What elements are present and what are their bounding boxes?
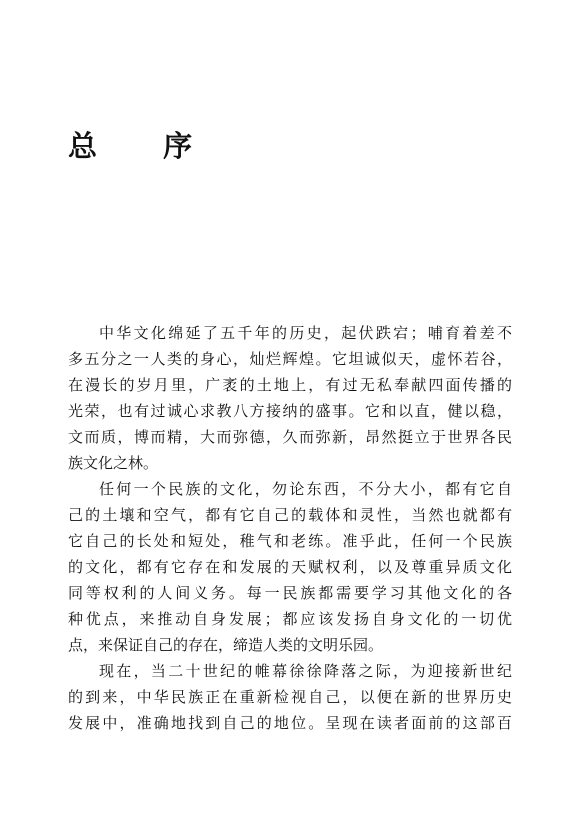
preface-body bbox=[68, 320, 512, 736]
text-line: 同等权利的人间义务。每一民族都需要学习其他文化的各 bbox=[68, 584, 512, 602]
paragraph bbox=[68, 320, 512, 476]
text-line: 族文化之林。 bbox=[68, 454, 159, 472]
text-line: 己的土壤和空气，都有它自己的载体和灵性，当然也就都有 bbox=[68, 506, 512, 524]
text-line: 发展中，准确地找到自己的地位。呈现在读者面前的这部百 bbox=[68, 714, 512, 732]
text-line: 任何一个民族的文化，勿论东西，不分大小，都有它自 bbox=[99, 480, 512, 498]
page-title: 总 序 bbox=[68, 129, 221, 163]
paragraph bbox=[68, 658, 512, 736]
text-line: 种优点，来推动自身发展；都应该发扬自身文化的一切优 bbox=[68, 610, 512, 628]
text-line: 文而质，博而精，大而弥德，久而弥新，昂然挺立于世界各民 bbox=[68, 428, 512, 446]
text-line: 在漫长的岁月里，广袤的土地上，有过无私奉献四面传播的 bbox=[68, 376, 512, 394]
text-line: 现在，当二十世纪的帷幕徐徐降落之际，为迎接新世纪 bbox=[99, 662, 512, 680]
text-line: 点，来保证自己的存在，缔造人类的文明乐园。 bbox=[68, 636, 384, 654]
text-line: 光荣，也有过诚心求教八方接纳的盛事。它和以直，健以稳， bbox=[68, 402, 512, 420]
text-line: 它自己的长处和短处，稚气和老练。准乎此，任何一个民族 bbox=[68, 532, 512, 550]
paragraph bbox=[68, 476, 512, 658]
text-line: 的文化，都有它存在和发展的天赋权利，以及尊重异质文化 bbox=[68, 558, 512, 576]
text-line: 的到来，中华民族正在重新检视自己，以便在新的世界历史 bbox=[68, 688, 512, 706]
text-line: 多五分之一人类的身心，灿烂辉煌。它坦诚似天，虚怀若谷， bbox=[68, 350, 512, 368]
text-line: 中华文化绵延了五千年的历史，起伏跌宕；哺育着差不 bbox=[99, 324, 512, 342]
